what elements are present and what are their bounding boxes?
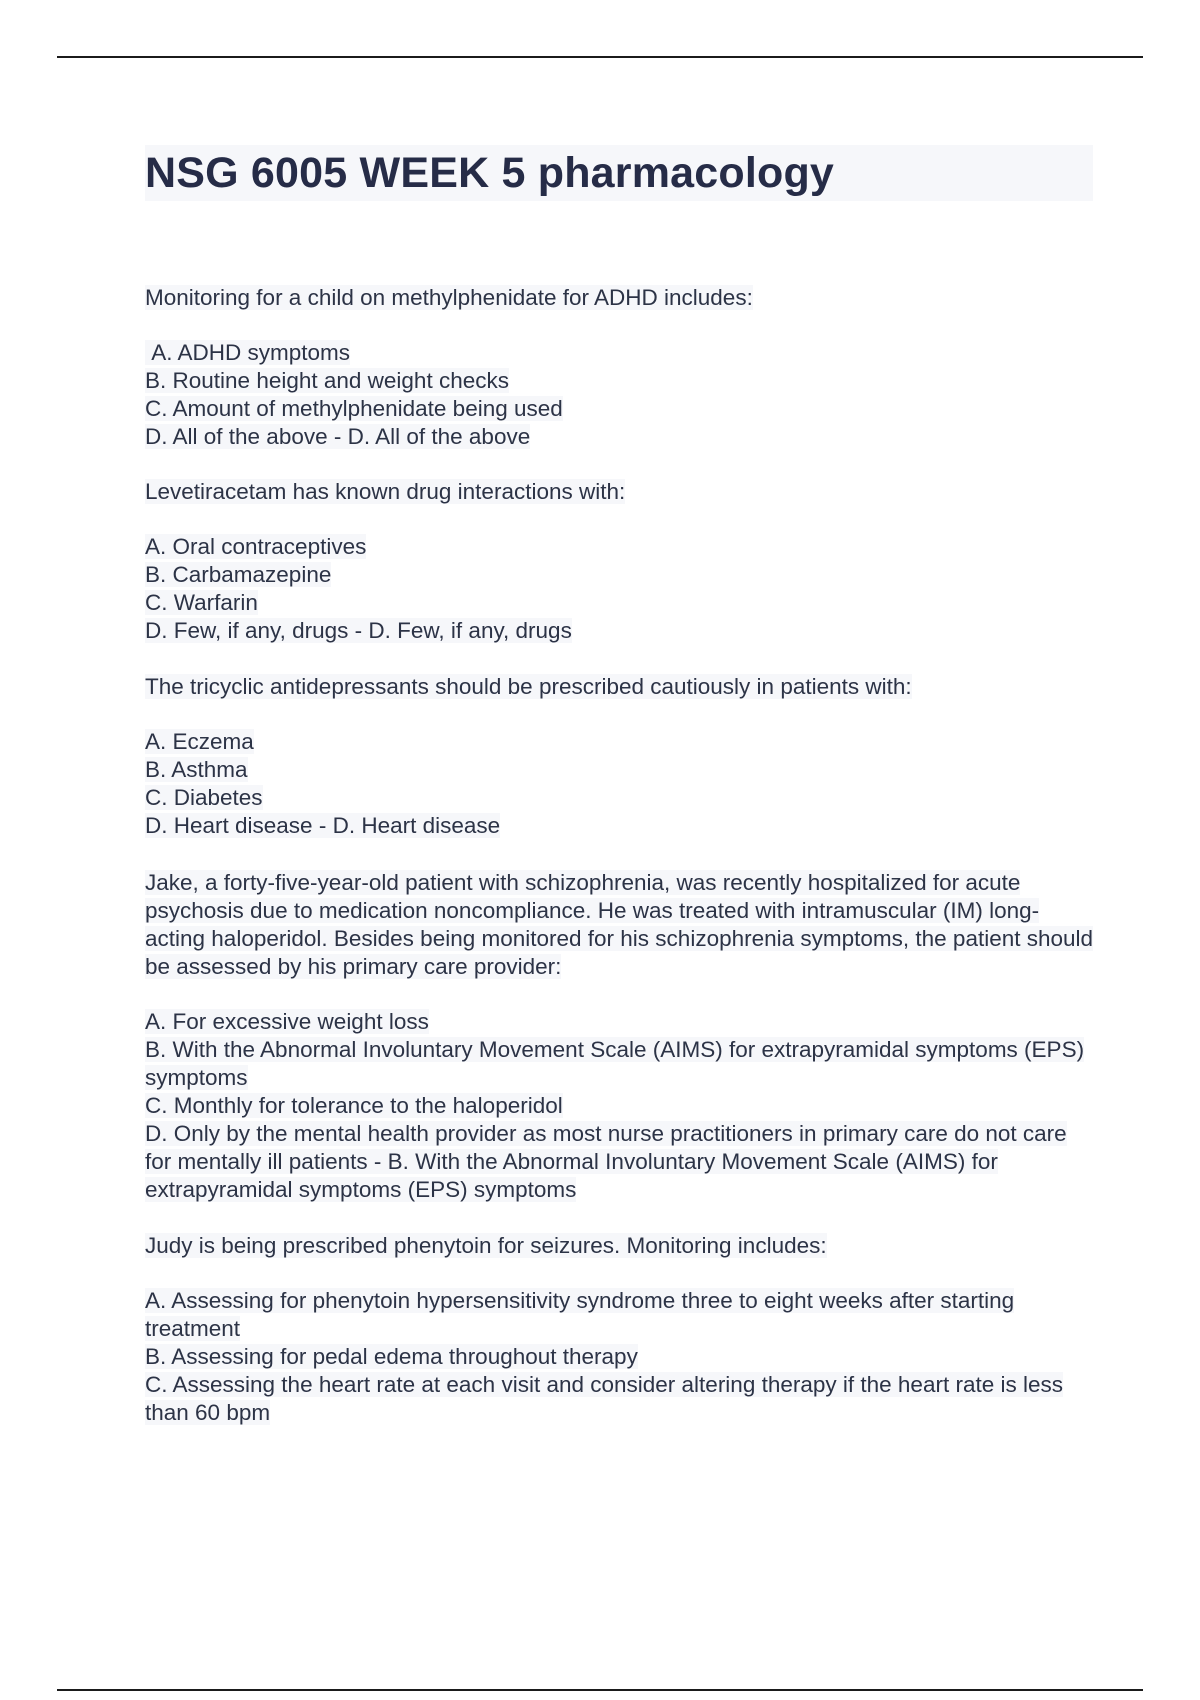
top-rule — [57, 56, 1143, 58]
option-list — [145, 533, 1095, 645]
question-block — [145, 673, 1095, 840]
option-item: A. ADHD symptoms — [145, 340, 351, 365]
option-item: D. Few, if any, drugs - D. Few, if any, drugs — [145, 618, 572, 643]
option-list — [145, 339, 1095, 451]
option-list — [145, 1287, 1095, 1427]
question-block — [145, 869, 1095, 1204]
question-block — [145, 1232, 1095, 1427]
option-item: C. Amount of methylphenidate being used — [145, 396, 563, 421]
option-item: B. Routine height and weight checks — [145, 368, 509, 393]
option-item: B. Asthma — [145, 757, 248, 782]
option-item: C. Monthly for tolerance to the haloperidol — [145, 1093, 563, 1118]
option-item: D. All of the above - D. All of the above — [145, 424, 531, 449]
question-prompt: Monitoring for a child on methylphenidate for ADHD includes: — [145, 285, 753, 310]
option-item: B. Carbamazepine — [145, 562, 332, 587]
bottom-rule — [57, 1689, 1143, 1691]
option-item: A. For excessive weight loss — [145, 1009, 429, 1034]
option-item: B. With the Abnormal Involuntary Movement Scale (AIMS) for extrapyramidal symptoms (EPS) symptoms — [145, 1037, 1085, 1090]
option-item: D. Only by the mental health provider as most nurse practitioners in primary care do not care for mentally ill patients - B. With the Abnormal Involuntary Movement Scale (AIMS) for extrapyramidal symptoms (EPS) symptoms — [145, 1121, 1067, 1202]
option-item: A. Assessing for phenytoin hypersensitivity syndrome three to eight weeks after starting treatment — [145, 1288, 1015, 1341]
page-title: NSG 6005 WEEK 5 pharmacology — [145, 145, 1093, 201]
question-block — [145, 284, 1095, 451]
question-block — [145, 478, 1095, 645]
question-prompt: The tricyclic antidepressants should be prescribed cautiously in patients with: — [145, 674, 912, 699]
option-item: A. Oral contraceptives — [145, 534, 367, 559]
option-list — [145, 728, 1095, 840]
option-item: C. Warfarin — [145, 590, 258, 615]
option-item: B. Assessing for pedal edema throughout therapy — [145, 1344, 638, 1369]
option-item: C. Diabetes — [145, 785, 263, 810]
question-prompt: Judy is being prescribed phenytoin for seizures. Monitoring includes: — [145, 1233, 827, 1258]
option-item: D. Heart disease - D. Heart disease — [145, 813, 501, 838]
option-list — [145, 1008, 1095, 1204]
option-item: C. Assessing the heart rate at each visit and consider altering therapy if the heart rate is less than 60 bpm — [145, 1372, 1063, 1425]
option-item: A. Eczema — [145, 729, 254, 754]
question-prompt: Jake, a forty-five-year-old patient with schizophrenia, was recently hospitalized for acute psychosis due to medication noncompliance. He was treated with intramuscular (IM) long-acting haloperidol. Besides being monitored for his schizophrenia symptoms, the patient should be assessed by his primary care provider: — [145, 870, 1094, 979]
question-prompt: Levetiracetam has known drug interactions with: — [145, 479, 626, 504]
